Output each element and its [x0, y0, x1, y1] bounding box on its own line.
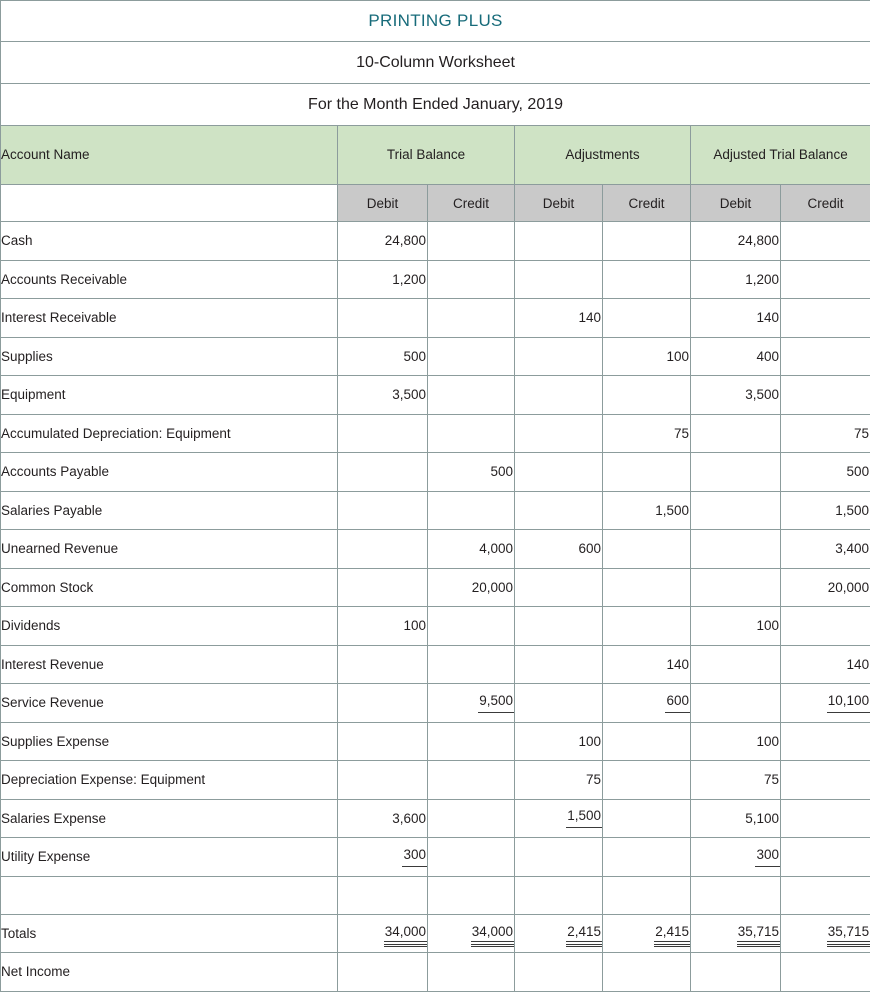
- cell-value: 140: [665, 657, 690, 672]
- cell-adj-credit: [603, 645, 691, 684]
- cell-value: 100: [577, 734, 602, 749]
- cell-adj-credit: [603, 876, 691, 914]
- account-name-cell: Common Stock: [1, 568, 338, 607]
- period-row: [1, 84, 870, 126]
- cell-atb-credit: [781, 414, 870, 453]
- cell-value: 500: [402, 349, 427, 364]
- column-group-trial-balance: Trial Balance: [338, 126, 515, 185]
- company-title-row: [1, 1, 870, 42]
- cell-value: 400: [755, 349, 780, 364]
- cell-value: 20,000: [827, 580, 870, 595]
- cell-adj-debit: [515, 953, 603, 992]
- cell-atb-credit: [781, 799, 870, 838]
- cell-atb-credit: [781, 453, 870, 492]
- cell-value: 300: [755, 847, 780, 867]
- cell-tb-credit: [428, 568, 515, 607]
- cell-tb-credit: [428, 645, 515, 684]
- cell-value: 140: [846, 657, 870, 672]
- cell-value: 100: [755, 618, 780, 633]
- subheader-atb-credit: Credit: [781, 185, 870, 222]
- table-row: [1, 222, 870, 261]
- cell-atb-credit: [781, 222, 870, 261]
- cell-tb-debit: [338, 530, 428, 569]
- cell-tb-debit: [338, 953, 428, 992]
- spacer-row: [1, 876, 870, 914]
- cell-value: 4,000: [478, 541, 514, 556]
- table-row: [1, 914, 870, 953]
- cell-value: 3,500: [391, 387, 427, 402]
- table-row: [1, 684, 870, 723]
- cell-adj-credit: [603, 761, 691, 800]
- cell-tb-credit: [428, 761, 515, 800]
- cell-adj-debit: [515, 761, 603, 800]
- account-name-cell: Service Revenue: [1, 684, 338, 723]
- cell-adj-debit: [515, 222, 603, 261]
- cell-tb-debit: [338, 876, 428, 914]
- cell-value: 3,400: [834, 541, 870, 556]
- table-row: [1, 491, 870, 530]
- cell-atb-debit: [691, 876, 781, 914]
- column-group-adjusted-trial-balance: Adjusted Trial Balance: [691, 126, 870, 185]
- cell-value: 1,500: [834, 503, 870, 518]
- document-title: 10-Column Worksheet: [1, 42, 870, 84]
- cell-adj-debit: [515, 337, 603, 376]
- cell-atb-debit: [691, 838, 781, 877]
- cell-adj-credit: [603, 376, 691, 415]
- cell-atb-credit: [781, 568, 870, 607]
- cell-adj-credit: [603, 337, 691, 376]
- cell-adj-debit: [515, 722, 603, 761]
- cell-adj-credit: [603, 799, 691, 838]
- table-row: [1, 299, 870, 338]
- account-name-cell: Dividends: [1, 607, 338, 646]
- cell-atb-credit: [781, 838, 870, 877]
- account-name-cell: Accounts Payable: [1, 453, 338, 492]
- cell-atb-debit: [691, 222, 781, 261]
- cell-value: 75: [853, 426, 870, 441]
- cell-adj-credit: [603, 953, 691, 992]
- account-name-cell: Salaries Expense: [1, 799, 338, 838]
- cell-tb-debit: [338, 722, 428, 761]
- account-name-cell: Interest Revenue: [1, 645, 338, 684]
- account-name-cell: Totals: [1, 914, 338, 953]
- cell-tb-debit: [338, 568, 428, 607]
- table-row: [1, 414, 870, 453]
- account-name-cell: Unearned Revenue: [1, 530, 338, 569]
- cell-value: 24,800: [384, 233, 427, 248]
- cell-value: 3,600: [391, 811, 427, 826]
- cell-adj-credit: [603, 299, 691, 338]
- cell-adj-debit: [515, 453, 603, 492]
- cell-atb-debit: [691, 376, 781, 415]
- cell-atb-debit: [691, 645, 781, 684]
- subheader-tb-credit: Credit: [428, 185, 515, 222]
- cell-atb-credit: [781, 684, 870, 723]
- cell-atb-debit: [691, 953, 781, 992]
- period-label: For the Month Ended January, 2019: [1, 84, 870, 126]
- cell-adj-credit: [603, 722, 691, 761]
- column-subheader-row: [1, 185, 870, 222]
- cell-tb-debit: [338, 838, 428, 877]
- cell-tb-credit: [428, 838, 515, 877]
- subheader-adj-debit: Debit: [515, 185, 603, 222]
- cell-value: 600: [665, 693, 690, 713]
- cell-adj-debit: [515, 607, 603, 646]
- subheader-atb-debit: Debit: [691, 185, 781, 222]
- account-name-cell: Equipment: [1, 376, 338, 415]
- cell-value: 1,500: [654, 503, 690, 518]
- table-row: [1, 645, 870, 684]
- cell-tb-credit: [428, 337, 515, 376]
- subheader-tb-debit: Debit: [338, 185, 428, 222]
- account-name-cell: Net Income: [1, 953, 338, 992]
- cell-atb-debit: [691, 684, 781, 723]
- cell-tb-debit: [338, 222, 428, 261]
- table-row: [1, 722, 870, 761]
- cell-value: 5,100: [744, 811, 780, 826]
- cell-value: 100: [402, 618, 427, 633]
- cell-value: 1,200: [744, 272, 780, 287]
- cell-tb-credit: [428, 260, 515, 299]
- cell-value: 75: [585, 772, 602, 787]
- cell-atb-credit: [781, 530, 870, 569]
- cell-value: 2,415: [654, 924, 690, 942]
- cell-value: 600: [577, 541, 602, 556]
- cell-atb-credit: [781, 876, 870, 914]
- account-name-cell: Supplies Expense: [1, 722, 338, 761]
- cell-adj-debit: [515, 645, 603, 684]
- table-row: [1, 607, 870, 646]
- cell-value: 500: [489, 464, 514, 479]
- cell-value: 10,100: [827, 693, 870, 713]
- cell-adj-credit: [603, 530, 691, 569]
- cell-tb-credit: [428, 530, 515, 569]
- cell-tb-debit: [338, 607, 428, 646]
- cell-adj-debit: [515, 530, 603, 569]
- cell-atb-credit: [781, 376, 870, 415]
- cell-value: 500: [846, 464, 870, 479]
- worksheet-rows: [1, 222, 870, 992]
- subheader-spacer: [1, 185, 338, 222]
- cell-tb-credit: [428, 876, 515, 914]
- cell-adj-debit: [515, 299, 603, 338]
- cell-value: 34,000: [471, 924, 514, 942]
- cell-value: 2,415: [566, 924, 602, 942]
- cell-atb-credit: [781, 260, 870, 299]
- cell-atb-debit: [691, 299, 781, 338]
- cell-adj-credit: [603, 607, 691, 646]
- cell-tb-credit: [428, 222, 515, 261]
- account-name-cell: Salaries Payable: [1, 491, 338, 530]
- cell-adj-debit: [515, 684, 603, 723]
- cell-tb-credit: [428, 376, 515, 415]
- cell-atb-debit: [691, 799, 781, 838]
- account-name-cell: Accounts Receivable: [1, 260, 338, 299]
- account-name-cell: Cash: [1, 222, 338, 261]
- cell-atb-debit: [691, 568, 781, 607]
- cell-atb-credit: [781, 914, 870, 953]
- cell-value: 100: [665, 349, 690, 364]
- cell-tb-credit: [428, 914, 515, 953]
- table-row: [1, 376, 870, 415]
- cell-tb-debit: [338, 299, 428, 338]
- cell-adj-debit: [515, 491, 603, 530]
- cell-adj-debit: [515, 568, 603, 607]
- cell-value: 140: [755, 310, 780, 325]
- cell-value: 20,000: [471, 580, 514, 595]
- cell-adj-credit: [603, 684, 691, 723]
- cell-tb-debit: [338, 799, 428, 838]
- cell-tb-credit: [428, 684, 515, 723]
- cell-atb-credit: [781, 722, 870, 761]
- table-row: [1, 799, 870, 838]
- account-name-cell: [1, 876, 338, 914]
- cell-value: 9,500: [478, 693, 514, 713]
- table-row: [1, 761, 870, 800]
- column-group-header-row: [1, 126, 870, 185]
- account-name-cell: Interest Receivable: [1, 299, 338, 338]
- cell-adj-credit: [603, 568, 691, 607]
- cell-tb-credit: [428, 453, 515, 492]
- cell-tb-debit: [338, 453, 428, 492]
- cell-adj-debit: [515, 838, 603, 877]
- column-header-account-name: Account Name: [1, 126, 338, 185]
- cell-tb-credit: [428, 491, 515, 530]
- cell-tb-debit: [338, 491, 428, 530]
- cell-value: 300: [402, 847, 427, 867]
- account-name-cell: Accumulated Depreciation: Equipment: [1, 414, 338, 453]
- cell-atb-credit: [781, 491, 870, 530]
- column-group-adjustments: Adjustments: [515, 126, 691, 185]
- cell-adj-debit: [515, 876, 603, 914]
- cell-tb-debit: [338, 337, 428, 376]
- cell-value: 75: [763, 772, 780, 787]
- company-name: PRINTING PLUS: [1, 1, 870, 42]
- cell-tb-credit: [428, 414, 515, 453]
- cell-adj-credit: [603, 491, 691, 530]
- cell-value: 100: [755, 734, 780, 749]
- cell-tb-credit: [428, 722, 515, 761]
- cell-value: 34,000: [384, 924, 427, 942]
- cell-tb-debit: [338, 376, 428, 415]
- cell-atb-credit: [781, 761, 870, 800]
- cell-tb-credit: [428, 607, 515, 646]
- cell-atb-credit: [781, 953, 870, 992]
- cell-adj-credit: [603, 914, 691, 953]
- subheader-adj-credit: Credit: [603, 185, 691, 222]
- cell-value: 75: [673, 426, 690, 441]
- cell-atb-debit: [691, 722, 781, 761]
- cell-tb-debit: [338, 260, 428, 299]
- cell-adj-debit: [515, 414, 603, 453]
- table-row: [1, 337, 870, 376]
- cell-adj-credit: [603, 838, 691, 877]
- cell-adj-debit: [515, 260, 603, 299]
- cell-atb-debit: [691, 414, 781, 453]
- cell-atb-credit: [781, 607, 870, 646]
- cell-atb-debit: [691, 607, 781, 646]
- cell-tb-debit: [338, 761, 428, 800]
- account-name-cell: Supplies: [1, 337, 338, 376]
- cell-atb-debit: [691, 530, 781, 569]
- cell-atb-credit: [781, 299, 870, 338]
- account-name-cell: Depreciation Expense: Equipment: [1, 761, 338, 800]
- table-row: [1, 530, 870, 569]
- cell-adj-debit: [515, 914, 603, 953]
- cell-atb-credit: [781, 337, 870, 376]
- cell-value: 3,500: [744, 387, 780, 402]
- account-name-cell: Utility Expense: [1, 838, 338, 877]
- table-row: [1, 838, 870, 877]
- cell-tb-credit: [428, 299, 515, 338]
- cell-atb-credit: [781, 645, 870, 684]
- cell-adj-credit: [603, 453, 691, 492]
- cell-atb-debit: [691, 761, 781, 800]
- table-row: [1, 568, 870, 607]
- cell-value: 1,500: [566, 808, 602, 828]
- table-row: [1, 953, 870, 992]
- cell-adj-debit: [515, 376, 603, 415]
- cell-adj-debit: [515, 799, 603, 838]
- cell-value: 1,200: [391, 272, 427, 287]
- cell-tb-debit: [338, 914, 428, 953]
- cell-adj-credit: [603, 222, 691, 261]
- cell-atb-debit: [691, 914, 781, 953]
- cell-atb-debit: [691, 453, 781, 492]
- cell-tb-credit: [428, 799, 515, 838]
- cell-value: 35,715: [827, 924, 870, 942]
- cell-tb-debit: [338, 684, 428, 723]
- cell-atb-debit: [691, 337, 781, 376]
- cell-tb-debit: [338, 414, 428, 453]
- table-row: [1, 260, 870, 299]
- cell-atb-debit: [691, 491, 781, 530]
- document-title-row: [1, 42, 870, 84]
- cell-value: 140: [577, 310, 602, 325]
- cell-value: 35,715: [737, 924, 780, 942]
- cell-value: 24,800: [737, 233, 780, 248]
- cell-tb-credit: [428, 953, 515, 992]
- cell-tb-debit: [338, 645, 428, 684]
- table-row: [1, 453, 870, 492]
- cell-adj-credit: [603, 260, 691, 299]
- cell-adj-credit: [603, 414, 691, 453]
- cell-atb-debit: [691, 260, 781, 299]
